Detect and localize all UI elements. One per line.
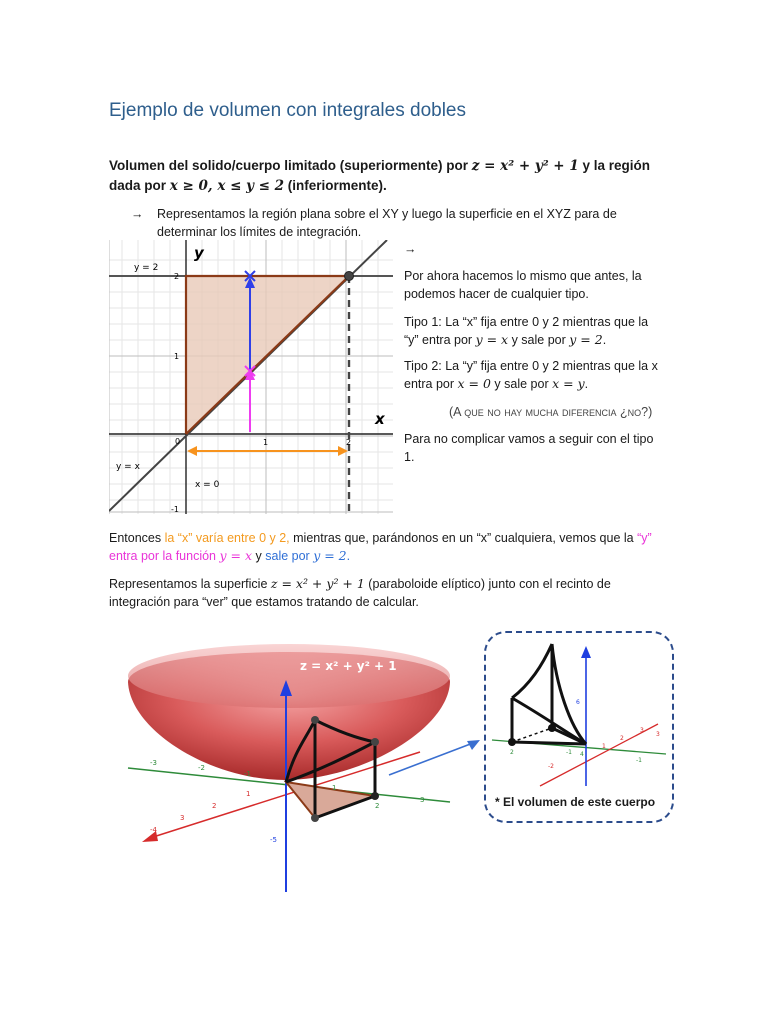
tick-x-1: 1 xyxy=(263,438,269,447)
label-y-equals-x: y = x xyxy=(116,462,140,472)
tick-label: -5 xyxy=(270,836,277,844)
tick-label: -2 xyxy=(198,764,205,772)
tick-label: 3 xyxy=(656,731,660,738)
intersection-point xyxy=(345,272,354,281)
side-arrow-icon: → xyxy=(404,242,417,256)
tick-label: -3 xyxy=(150,759,157,767)
zoom-vertex xyxy=(548,724,556,732)
tick-y-1: 1 xyxy=(174,352,180,361)
tick-y-2: 2 xyxy=(174,272,180,281)
tick-label: -1 xyxy=(636,757,642,764)
tick-label: 2 xyxy=(375,802,380,810)
z-axis-arrowhead-icon xyxy=(581,646,591,658)
limits-explanation: Entonces la “x” varía entre 0 y 2, mientras que, parándonos en un “x” cualquiera, vemos que la “y” entra por la función y = x y sale por y = 2. xyxy=(109,531,652,563)
tick-label: 4 xyxy=(580,751,584,758)
tick-label: 1 xyxy=(602,743,606,750)
zoom-dashed-edge xyxy=(512,728,552,742)
solid-vertex xyxy=(371,738,379,746)
side-note: (A que no hay mucha diferencia ¿no?) xyxy=(449,405,653,419)
tick-label: -1 xyxy=(566,749,572,756)
tick-x-2: 2 xyxy=(346,438,352,447)
solid-vertex xyxy=(371,792,379,800)
step-representation: → Representamos la región plana sobre el XY y luego la superficie en el XYZ para de determinar los límites de integración. xyxy=(131,207,617,239)
label-y-equals-2: y = 2 xyxy=(134,263,159,273)
tick-label: 3 xyxy=(180,814,185,822)
x-axis-label: x xyxy=(375,410,385,428)
orange-left-arrowhead-icon xyxy=(187,446,197,456)
callout-caption: * El volumen de este cuerpo xyxy=(495,795,656,809)
y-axis-label: y xyxy=(194,244,204,262)
tick-y-minus-1: -1 xyxy=(171,505,179,514)
tick-label: 1 xyxy=(246,790,251,798)
tick-label: 2 xyxy=(510,749,514,756)
surface-explanation: Representamos la superficie z = x² + y² + 1 (paraboloide elíptico) junto con el recinto de integración para “ver” que estamos tratando de calcular. xyxy=(109,576,611,609)
callout-pointer-arrow xyxy=(385,735,485,780)
tick-label: -1 xyxy=(244,770,251,778)
surface-equation-label: z = x² + y² + 1 xyxy=(300,659,397,673)
tipo-2-text: Tipo 2: La “y” fija entre 0 y 2 mientras que la x entra por x = 0 y sale por x = y. xyxy=(404,359,658,391)
tick-label: 1 xyxy=(332,784,337,792)
tick-label: 2 xyxy=(620,735,624,742)
problem-statement: Volumen del solido/cuerpo limitado (superiormente) por z = x² + y² + 1 y la región dada por x ≥ 0, x ≤ y ≤ 2 (inferiormente). xyxy=(109,158,650,194)
tipo-1-text: Tipo 1: La “x” fija entre 0 y 2 mientras que la “y” entra por y = x y sale por y = 2. xyxy=(404,315,649,347)
region-graph-2d xyxy=(109,240,393,514)
label-x-equals-0: x = 0 xyxy=(195,480,220,490)
tick-label: 3 xyxy=(640,727,644,734)
tick-origin: 0 xyxy=(175,437,181,446)
tick-label: 3 xyxy=(420,796,425,804)
solid-vertex xyxy=(311,814,319,822)
tick-label: 6 xyxy=(576,699,580,706)
page-title: Ejemplo de volumen con integrales dobles xyxy=(109,100,466,121)
solid-zoom-graph xyxy=(490,636,670,796)
tick-label: -2 xyxy=(548,763,554,770)
solid-vertex xyxy=(311,716,319,724)
side-intro-text: Por ahora hacemos lo mismo que antes, la podemos hacer de cualquier tipo. xyxy=(404,269,642,301)
side-conclusion: Para no complicar vamos a seguir con el tipo 1. xyxy=(404,432,654,464)
tick-label: -4 xyxy=(150,826,157,834)
right-arrow-icon: → xyxy=(131,207,144,221)
tick-label: 2 xyxy=(212,802,217,810)
zoom-vertex xyxy=(508,738,516,746)
paraboloid-rim xyxy=(128,644,450,708)
